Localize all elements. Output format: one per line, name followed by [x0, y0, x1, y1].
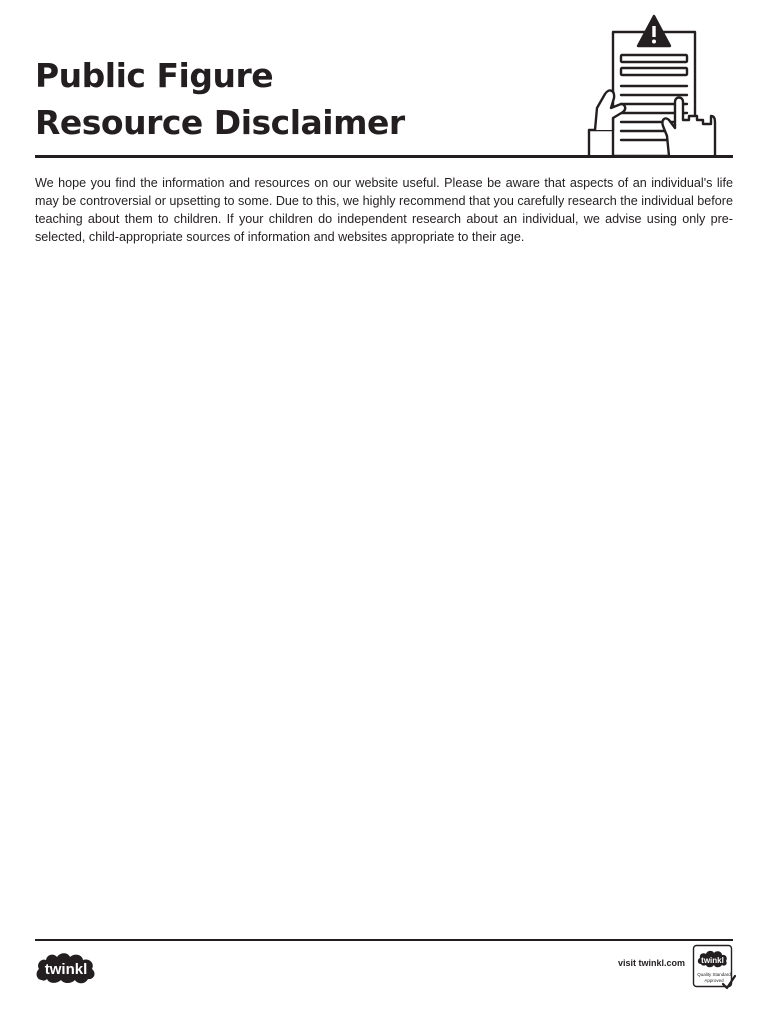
page-title [35, 52, 405, 146]
clipboard-warning-icon [583, 12, 723, 158]
header-divider [35, 155, 733, 158]
quality-standard-badge [692, 944, 736, 990]
footer-divider [35, 939, 733, 941]
svg-text:twinkl: twinkl [701, 956, 724, 965]
disclaimer-text: We hope you find the information and resources on our website useful. Please be aware that aspects of an individual's life may be controversial or upsetting to some. Due to this, we highly recommend that you carefully research the individual before teaching about them to children. If your children do independent research about an individual, we advise using only pre-selected, child-appropriate sources of information and websites appropriate to their age. [35, 176, 733, 244]
title-line-1: Public Figure [35, 56, 274, 95]
badge-line-2: Approved [704, 978, 724, 983]
svg-text:twinkl: twinkl [44, 961, 88, 978]
footer-url[interactable]: visit twinkl.com [617, 958, 685, 968]
badge-line-1: Quality Standard [697, 972, 731, 977]
title-line-2: Resource Disclaimer [35, 103, 405, 142]
twinkl-logo[interactable] [35, 948, 97, 986]
